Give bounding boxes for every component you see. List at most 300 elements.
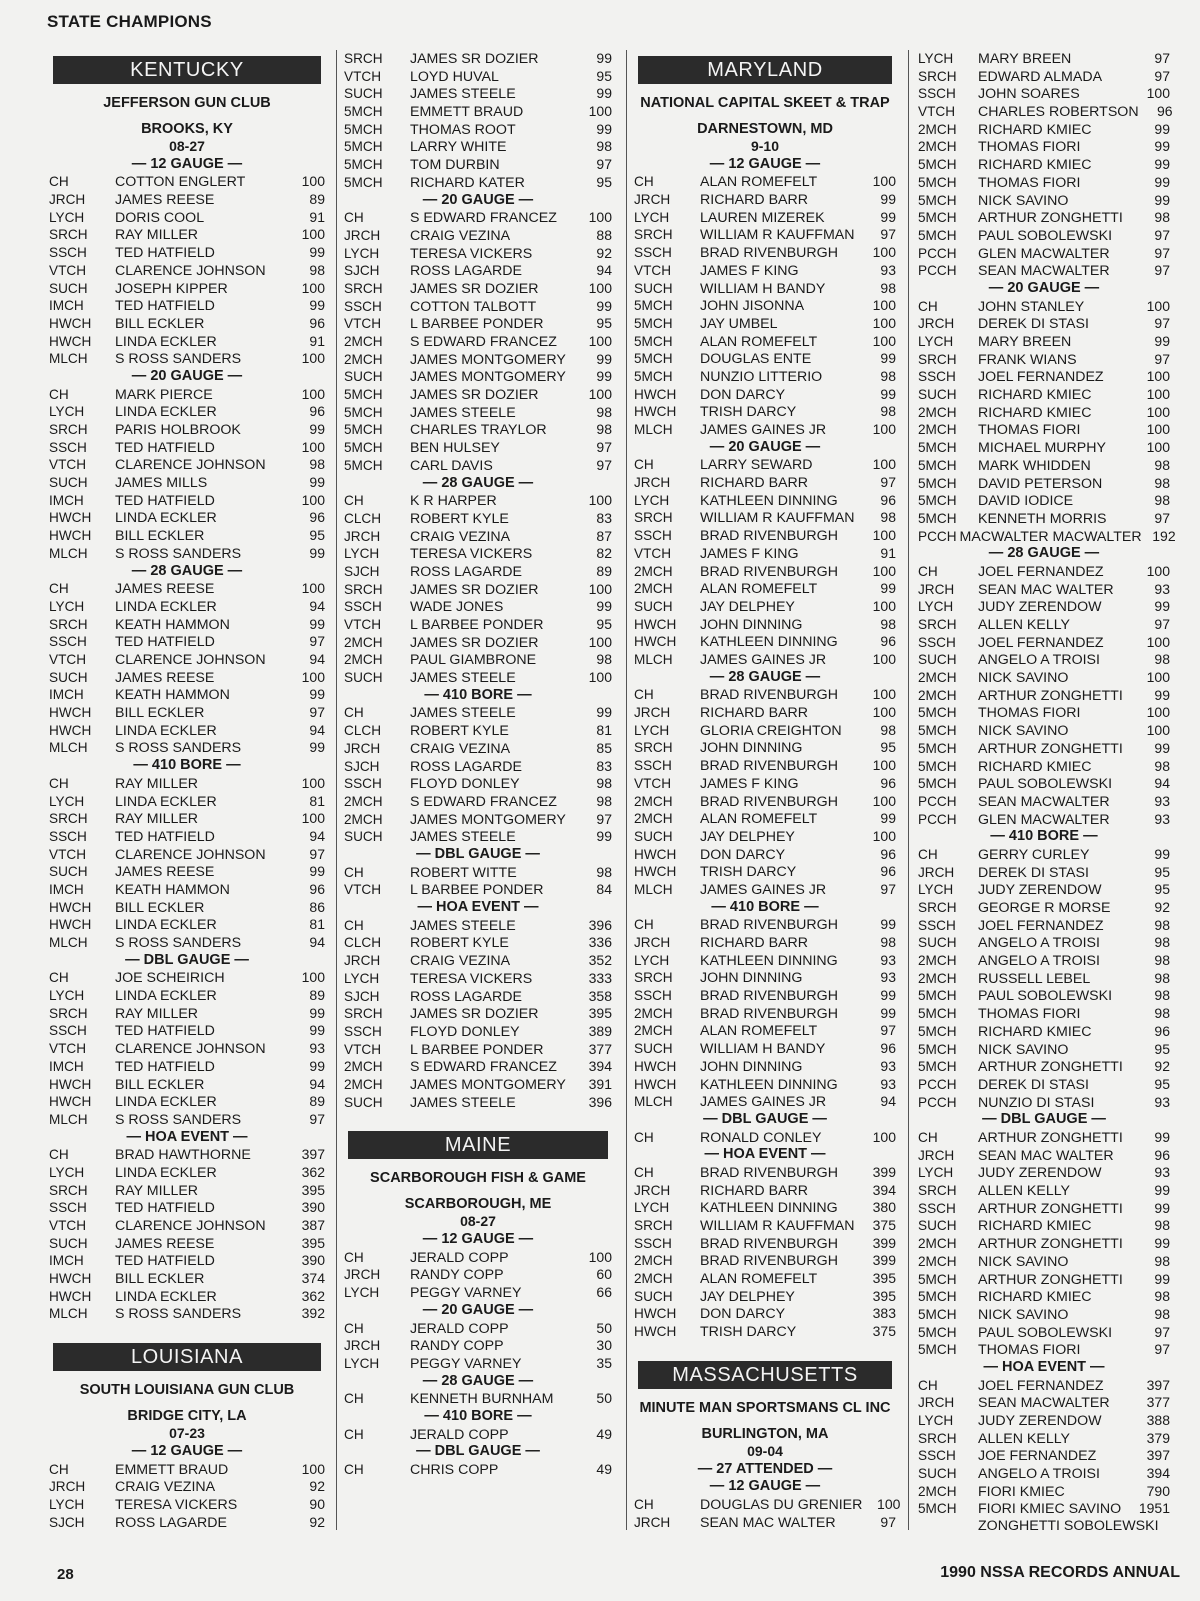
- class-code: 2MCH: [918, 139, 957, 155]
- class-code: SRCH: [49, 1005, 88, 1021]
- shooter-name: GLEN MACWALTER: [978, 811, 1110, 828]
- class-code: 2MCH: [634, 1271, 673, 1287]
- shooter-name: DON DARCY: [700, 846, 786, 863]
- score: 99: [1154, 191, 1170, 208]
- score: 100: [301, 774, 325, 791]
- shooter-name: KATHLEEN DINNING: [700, 1200, 838, 1217]
- score: 100: [301, 810, 325, 827]
- class-code: 5MCH: [918, 1006, 957, 1022]
- result-row: [634, 633, 896, 651]
- shooter-name: RICHARD KMIEC: [978, 758, 1092, 775]
- shooter-name: JOEL FERNANDEZ: [978, 1377, 1104, 1394]
- score: 94: [309, 597, 325, 614]
- score: 100: [1146, 704, 1170, 721]
- result-row: [918, 1005, 1170, 1023]
- result-row: [344, 634, 612, 652]
- class-code: JRCH: [344, 1338, 381, 1354]
- result-row: [634, 863, 896, 881]
- score: 94: [880, 1093, 896, 1110]
- shooter-name: MARY BREEN: [978, 334, 1072, 351]
- result-row: [918, 315, 1170, 333]
- score: 95: [880, 739, 896, 756]
- score: 99: [1154, 739, 1170, 756]
- class-code: HWCH: [49, 1288, 92, 1304]
- class-code: VTCH: [344, 617, 382, 633]
- score: 392: [301, 1305, 325, 1322]
- result-row: [634, 474, 896, 492]
- score: 99: [880, 350, 896, 367]
- class-code: HWCH: [49, 1076, 92, 1092]
- result-row: [918, 1076, 1170, 1094]
- score: 380: [872, 1199, 896, 1216]
- class-code: 5MCH: [918, 174, 957, 190]
- shooter-name: KATHLEEN DINNING: [700, 492, 838, 509]
- shooter-name: LINDA ECKLER: [115, 988, 217, 1005]
- shooter-name: THOMAS FIORI: [978, 705, 1081, 722]
- shooter-name: TED HATFIELD: [115, 1023, 215, 1040]
- class-code: 5MCH: [634, 315, 673, 331]
- score: 81: [309, 792, 325, 809]
- score: 97: [309, 704, 325, 721]
- result-row: [634, 651, 896, 669]
- class-code: 2MCH: [634, 1005, 673, 1021]
- score: 50: [596, 1319, 612, 1336]
- score: 377: [588, 1040, 612, 1057]
- score: 99: [309, 297, 325, 314]
- shooter-name: JAMES REESE: [115, 581, 215, 598]
- score: 99: [880, 810, 896, 827]
- result-row: [634, 1199, 896, 1217]
- score: 89: [309, 1093, 325, 1110]
- class-code: CH: [634, 917, 654, 933]
- result-row: [634, 793, 896, 811]
- score: 100: [872, 686, 896, 703]
- score: 98: [1154, 1305, 1170, 1322]
- shooter-name: GEORGE R MORSE: [978, 900, 1111, 917]
- class-code: JRCH: [49, 192, 86, 208]
- class-code: SUCH: [634, 828, 673, 844]
- result-row: [918, 846, 1170, 864]
- shooter-name: CRAIG VEZINA: [410, 227, 511, 244]
- results-column-4: [918, 50, 1176, 1536]
- class-code: MLCH: [49, 740, 88, 756]
- class-code: 5MCH: [918, 1271, 957, 1287]
- score: 375: [872, 1217, 896, 1234]
- score: 49: [596, 1425, 612, 1442]
- class-code: 5MCH: [344, 440, 383, 456]
- result-row: [918, 245, 1170, 263]
- score: 92: [1154, 899, 1170, 916]
- result-row: [918, 917, 1170, 935]
- result-row: [634, 704, 896, 722]
- result-row: [344, 1426, 612, 1444]
- result-row: [634, 173, 896, 191]
- class-code: VTCH: [344, 1041, 382, 1057]
- class-code: LYCH: [634, 492, 670, 508]
- class-code: PCCH: [918, 1076, 957, 1092]
- result-row: [918, 1377, 1170, 1395]
- score: 95: [1154, 863, 1170, 880]
- class-code: HWCH: [49, 1094, 92, 1110]
- class-code: HWCH: [49, 722, 92, 738]
- result-row: [344, 1058, 612, 1076]
- shooter-name: JERALD COPP: [410, 1249, 509, 1266]
- score: 192: [1152, 527, 1176, 544]
- shooter-name: TED HATFIELD: [115, 298, 215, 315]
- shooter-name: PAUL SOBOLEWSKI: [978, 1324, 1113, 1341]
- score: 100: [588, 103, 612, 120]
- class-code: 5MCH: [918, 210, 957, 226]
- score: 88: [596, 226, 612, 243]
- shooter-name: MACWALTER MACWALTER: [959, 528, 1142, 545]
- result-row: [344, 881, 612, 899]
- class-code: JRCH: [344, 953, 381, 969]
- result-row: [918, 811, 1170, 829]
- score: 98: [1154, 492, 1170, 509]
- score: 95: [309, 527, 325, 544]
- shooter-name: THOMAS FIORI: [978, 174, 1081, 191]
- shooter-name: FIORI KMIEC: [978, 1483, 1065, 1500]
- class-code: 5MCH: [918, 1289, 957, 1305]
- score: 95: [596, 67, 612, 84]
- gauge-heading: — 12 GAUGE —: [131, 1442, 243, 1459]
- class-code: 5MCH: [634, 298, 673, 314]
- class-code: IMCH: [49, 492, 84, 508]
- class-code: JRCH: [634, 1182, 671, 1198]
- shooter-name: TERESA VICKERS: [410, 546, 533, 563]
- class-code: VTCH: [634, 545, 672, 561]
- result-row: [344, 775, 612, 793]
- score: 99: [1154, 173, 1170, 190]
- result-row: [918, 1430, 1170, 1448]
- class-code: LYCH: [49, 598, 85, 614]
- result-row: [918, 987, 1170, 1005]
- gauge-heading: — 20 GAUGE —: [422, 191, 534, 208]
- score: 100: [872, 173, 896, 190]
- class-code: HWCH: [49, 1271, 92, 1287]
- result-row: [918, 156, 1170, 174]
- shooter-name: ROBERT KYLE: [410, 723, 509, 740]
- shooter-name: JAMES STEELE: [410, 917, 516, 934]
- shooter-name: SEAN MACWALTER: [978, 793, 1110, 810]
- shooter-name: JAMES SR DOZIER: [410, 1006, 539, 1023]
- result-row: [344, 563, 612, 581]
- class-code: SRCH: [918, 351, 957, 367]
- result-row: [918, 1235, 1170, 1253]
- event-date: 08-27: [169, 138, 205, 154]
- score: 97: [596, 456, 612, 473]
- class-code: VTCH: [344, 316, 382, 332]
- result-row: [918, 1058, 1170, 1076]
- score: 92: [309, 1513, 325, 1530]
- result-row: [49, 1146, 325, 1164]
- shooter-name: SEAN MACWALTER: [978, 1395, 1110, 1412]
- shooter-name: ARTHUR ZONGHETTI: [978, 740, 1123, 757]
- shooter-name: DON DARCY: [700, 1306, 786, 1323]
- class-code: 5MCH: [918, 1306, 957, 1322]
- result-row: [634, 350, 896, 368]
- score: 97: [1154, 1323, 1170, 1340]
- shooter-name: K R HARPER: [410, 493, 497, 510]
- shooter-name: CRAIG VEZINA: [410, 740, 511, 757]
- result-row: [344, 280, 612, 298]
- score: 100: [1146, 562, 1170, 579]
- result-row: [634, 209, 896, 227]
- score: 100: [872, 314, 896, 331]
- result-row: [344, 298, 612, 316]
- class-code: CH: [918, 846, 938, 862]
- score: 97: [1154, 315, 1170, 332]
- score: 99: [880, 987, 896, 1004]
- result-row: [49, 598, 325, 616]
- class-code: 2MCH: [918, 422, 957, 438]
- shooter-name: JUDY ZERENDOW: [978, 1413, 1102, 1430]
- result-row: [918, 687, 1170, 705]
- result-row: [918, 457, 1170, 475]
- score: 399: [872, 1234, 896, 1251]
- score: 395: [872, 1287, 896, 1304]
- score: 100: [588, 669, 612, 686]
- score: 97: [1154, 67, 1170, 84]
- score: 98: [1154, 952, 1170, 969]
- shooter-name: RICHARD KATER: [410, 174, 525, 191]
- class-code: SRCH: [634, 510, 673, 526]
- shooter-name: TED HATFIELD: [115, 1253, 215, 1270]
- result-row: [344, 988, 612, 1006]
- class-code: 2MCH: [634, 1023, 673, 1039]
- class-code: CH: [634, 457, 654, 473]
- shooter-name: RAY MILLER: [115, 775, 199, 792]
- result-row: [49, 580, 325, 598]
- result-row: [634, 333, 896, 351]
- class-code: SRCH: [918, 68, 957, 84]
- shooter-name: JOE SCHEIRICH: [115, 970, 225, 987]
- class-code: SSCH: [49, 634, 87, 650]
- result-row: [634, 1076, 896, 1094]
- result-row: [49, 1270, 325, 1288]
- class-code: LYCH: [49, 988, 85, 1004]
- class-code: SUCH: [634, 598, 673, 614]
- class-code: SSCH: [344, 1023, 382, 1039]
- class-code: CH: [49, 1461, 69, 1477]
- class-code: SUCH: [49, 864, 88, 880]
- shooter-name: RAY MILLER: [115, 1182, 199, 1199]
- score: 97: [1154, 616, 1170, 633]
- shooter-name: JAMES SR DOZIER: [410, 280, 539, 297]
- shooter-name: ROSS LAGARDE: [410, 988, 522, 1005]
- class-code: 5MCH: [344, 174, 383, 190]
- shooter-name: JOEL FERNANDEZ: [978, 917, 1104, 934]
- result-row: [344, 439, 612, 457]
- result-row: [918, 1306, 1170, 1324]
- result-row: [49, 1305, 325, 1323]
- shooter-name: WILLIAM H BANDY: [700, 1041, 826, 1058]
- result-row: [918, 1465, 1170, 1483]
- shooter-name: DAVID PETERSON: [978, 475, 1103, 492]
- shooter-name: BRAD RIVENBURGH: [700, 988, 838, 1005]
- result-row: [918, 563, 1170, 581]
- class-code: JRCH: [344, 740, 381, 756]
- score: 100: [301, 350, 325, 367]
- result-row: [918, 1129, 1170, 1147]
- score: 99: [1154, 845, 1170, 862]
- shooter-name: NUNZIO DI STASI: [978, 1094, 1095, 1111]
- result-row: [634, 1495, 901, 1514]
- shooter-name: ANGELO A TROISI: [978, 953, 1100, 970]
- score: 362: [301, 1163, 325, 1180]
- score: 99: [309, 1057, 325, 1074]
- shooter-name: L BARBEE PONDER: [410, 617, 544, 634]
- class-code: 2MCH: [634, 1253, 673, 1269]
- result-row: [918, 669, 1170, 687]
- shooter-name: JAY DELPHEY: [700, 598, 795, 615]
- score: 91: [309, 332, 325, 349]
- result-row: [344, 581, 612, 599]
- score: 97: [1154, 226, 1170, 243]
- shooter-name: BRAD RIVENBURGH: [700, 1164, 838, 1181]
- class-code: 2MCH: [918, 1236, 957, 1252]
- class-code: 2MCH: [344, 634, 383, 650]
- result-row: [634, 545, 896, 563]
- result-row: [918, 209, 1170, 227]
- shooter-name: CLARENCE JOHNSON: [115, 846, 266, 863]
- result-row: [344, 457, 612, 475]
- club-name: NATIONAL CAPITAL SKEET & TRAP: [640, 95, 890, 111]
- shooter-name: THOMAS FIORI: [978, 422, 1081, 439]
- gauge-heading: — 28 GAUGE —: [988, 545, 1100, 562]
- shooter-name: MARY BREEN: [978, 51, 1072, 67]
- shooter-name: RICHARD KMIEC: [978, 121, 1092, 138]
- result-row: [344, 1320, 612, 1338]
- class-code: MLCH: [49, 545, 88, 561]
- score: 100: [872, 421, 896, 438]
- score: 98: [1154, 1252, 1170, 1269]
- result-row: [918, 68, 1170, 86]
- section-gap: [49, 1323, 325, 1337]
- result-row: [634, 1235, 896, 1253]
- shooter-name: NUNZIO LITTERIO: [700, 368, 823, 385]
- score: 96: [880, 633, 896, 650]
- score: 395: [872, 1270, 896, 1287]
- class-code: CH: [344, 1391, 364, 1407]
- result-row: [918, 1164, 1170, 1182]
- class-code: 5MCH: [918, 1324, 957, 1340]
- class-code: VTCH: [49, 1218, 87, 1234]
- gauge-heading: — 410 BORE —: [424, 686, 532, 703]
- class-code: IMCH: [49, 298, 84, 314]
- result-row: [634, 421, 896, 439]
- result-row: [918, 262, 1170, 280]
- result-row: [344, 1249, 612, 1267]
- shooter-name: BRAD RIVENBURGH: [700, 1253, 838, 1270]
- result-row: [49, 226, 325, 244]
- score: 98: [596, 863, 612, 880]
- shooter-name: SEAN MAC WALTER: [978, 1147, 1114, 1164]
- result-row: [49, 209, 325, 227]
- score: 99: [1154, 120, 1170, 137]
- shooter-name: S EDWARD FRANCEZ: [410, 334, 557, 351]
- shooter-name: JUDY ZERENDOW: [978, 599, 1102, 616]
- result-row: [344, 156, 612, 174]
- class-code: CH: [344, 917, 364, 933]
- result-row: [49, 280, 325, 298]
- result-row: [49, 492, 325, 510]
- class-code: CH: [344, 1249, 364, 1265]
- shooter-name: JOHN SOARES: [978, 86, 1080, 103]
- score: 100: [301, 1460, 325, 1477]
- class-code: 5MCH: [918, 510, 957, 526]
- shooter-name: ROBERT WITTE: [410, 864, 517, 881]
- class-code: 5MCH: [918, 1342, 957, 1358]
- shooter-name: ALAN ROMEFELT: [700, 811, 818, 828]
- shooter-name: TED HATFIELD: [115, 1200, 215, 1217]
- score: 100: [588, 492, 612, 509]
- result-row: [634, 1288, 896, 1306]
- shooter-name: DORIS COOL: [115, 209, 205, 226]
- score: 99: [880, 208, 896, 225]
- class-code: VTCH: [49, 457, 87, 473]
- result-row: [918, 298, 1170, 316]
- score: 92: [1154, 1058, 1170, 1075]
- result-row: [344, 386, 612, 404]
- class-code: CH: [344, 210, 364, 226]
- score: 99: [880, 191, 896, 208]
- score: 99: [596, 598, 612, 615]
- score: 98: [1154, 1217, 1170, 1234]
- class-code: CH: [344, 864, 364, 880]
- class-code: HWCH: [634, 386, 677, 402]
- score: 100: [301, 438, 325, 455]
- result-row: [634, 810, 896, 828]
- result-row: [344, 722, 612, 740]
- shooter-name: LAUREN MIZEREK: [700, 209, 825, 226]
- shooter-name: LARRY WHITE: [410, 139, 507, 156]
- class-code: HWCH: [49, 705, 92, 721]
- result-row: [918, 864, 1170, 882]
- class-code: HWCH: [49, 528, 92, 544]
- shooter-name: RICHARD KMIEC: [978, 387, 1092, 404]
- score: 333: [588, 969, 612, 986]
- shooter-name: JOHN DINNING: [700, 970, 803, 987]
- result-row: [49, 987, 325, 1005]
- shooter-name: KENNETH MORRIS: [978, 510, 1107, 527]
- score: 98: [596, 775, 612, 792]
- shooter-name: RANDY COPP: [410, 1267, 504, 1284]
- result-row: [918, 439, 1170, 457]
- shooter-name: BRAD RIVENBURGH: [700, 563, 838, 580]
- score: 93: [880, 261, 896, 278]
- score: 390: [301, 1252, 325, 1269]
- score: 99: [1154, 1129, 1170, 1145]
- class-code: VTCH: [49, 652, 87, 667]
- score: 99: [880, 385, 896, 402]
- shooter-name: ANGELO A TROISI: [978, 652, 1100, 669]
- shooter-name: S ROSS SANDERS: [115, 545, 242, 562]
- class-code: HWCH: [634, 864, 677, 880]
- class-code: 5MCH: [344, 404, 383, 420]
- score: 390: [301, 1199, 325, 1216]
- score: 99: [1154, 138, 1170, 155]
- shooter-name: PAUL SOBOLEWSKI: [978, 988, 1113, 1005]
- score: 89: [309, 987, 325, 1004]
- result-row: [918, 103, 1173, 121]
- shooter-name: CHARLES ROBERTSON: [978, 104, 1139, 121]
- class-code: HWCH: [634, 1306, 677, 1322]
- result-row: [344, 315, 612, 333]
- result-row: [49, 191, 325, 209]
- class-code: 5MCH: [918, 227, 957, 243]
- gauge-heading: — HOA EVENT —: [704, 1146, 826, 1163]
